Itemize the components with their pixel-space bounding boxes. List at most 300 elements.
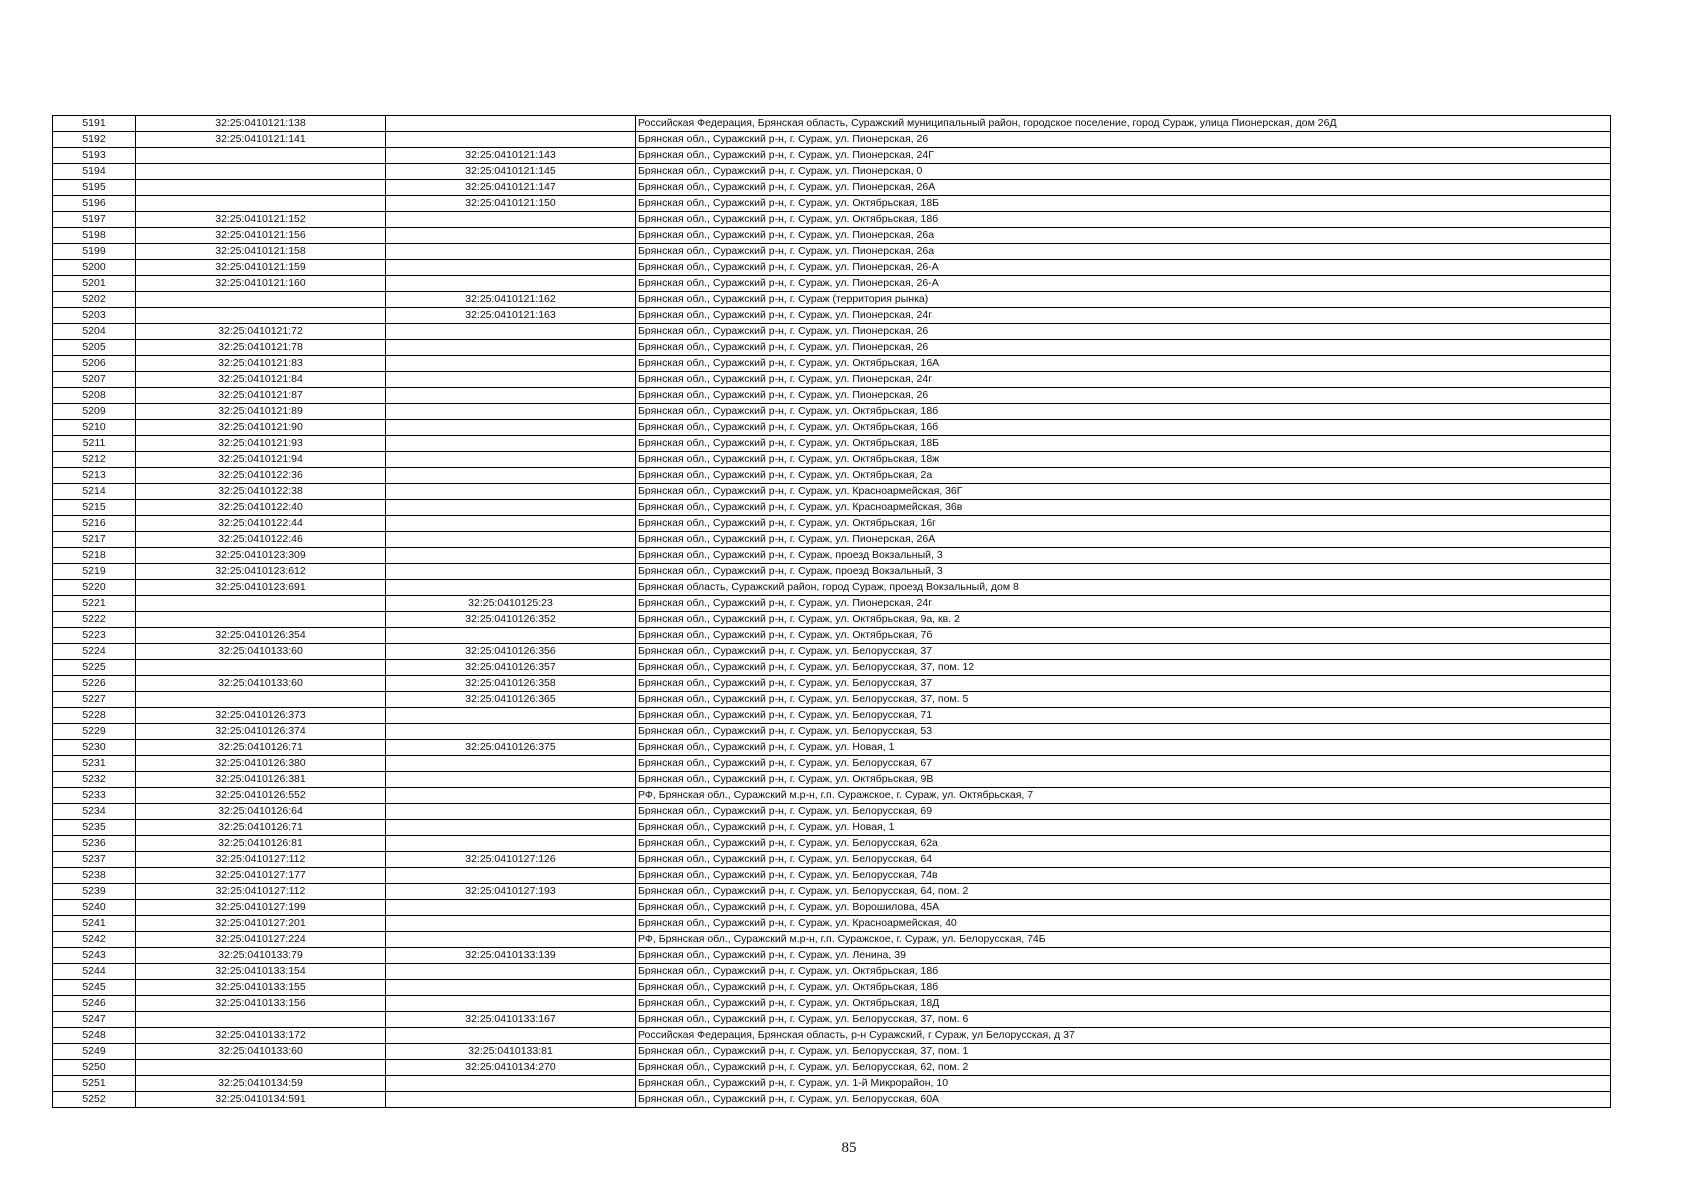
address-cell: Брянская обл., Суражский р-н, г. Сураж, проезд Вокзальный, 3 — [636, 564, 1611, 580]
related-cadastral-number-cell — [386, 228, 636, 244]
related-cadastral-number-cell — [386, 964, 636, 980]
row-number-cell: 5211 — [53, 436, 136, 452]
table-row — [53, 580, 1611, 596]
cadastral-number-cell — [136, 596, 386, 612]
table-row — [53, 916, 1611, 932]
table-row — [53, 964, 1611, 980]
cadastral-number-cell: 32:25:0410121:90 — [136, 420, 386, 436]
table-row — [53, 820, 1611, 836]
row-number-cell: 5196 — [53, 196, 136, 212]
address-cell: Брянская обл., Суражский р-н, г. Сураж, ул. Октябрьская, 9В — [636, 772, 1611, 788]
address-cell: Брянская обл., Суражский р-н, г. Сураж, ул. Октябрьская, 18ж — [636, 452, 1611, 468]
related-cadastral-number-cell — [386, 820, 636, 836]
address-cell: Брянская обл., Суражский р-н, г. Сураж, ул. Белорусская, 64, пом. 2 — [636, 884, 1611, 900]
table-row — [53, 468, 1611, 484]
row-number-cell: 5195 — [53, 180, 136, 196]
address-cell: Брянская обл., Суражский р-н, г. Сураж, ул. Октябрьская, 2а — [636, 468, 1611, 484]
related-cadastral-number-cell — [386, 468, 636, 484]
address-cell: Брянская обл., Суражский р-н, г. Сураж, ул. Белорусская, 60А — [636, 1092, 1611, 1108]
cadastral-number-cell: 32:25:0410121:156 — [136, 228, 386, 244]
table-row — [53, 484, 1611, 500]
row-number-cell: 5227 — [53, 692, 136, 708]
row-number-cell: 5216 — [53, 516, 136, 532]
row-number-cell: 5200 — [53, 260, 136, 276]
cadastral-number-cell — [136, 196, 386, 212]
related-cadastral-number-cell — [386, 756, 636, 772]
address-cell: Брянская обл., Суражский р-н, г. Сураж, ул. Пионерская, 26 — [636, 132, 1611, 148]
row-number-cell: 5214 — [53, 484, 136, 500]
row-number-cell: 5224 — [53, 644, 136, 660]
row-number-cell: 5250 — [53, 1060, 136, 1076]
address-cell: Брянская обл., Суражский р-н, г. Сураж, ул. Пионерская, 26-А — [636, 276, 1611, 292]
related-cadastral-number-cell — [386, 868, 636, 884]
cadastral-number-cell: 32:25:0410127:112 — [136, 852, 386, 868]
table-row — [53, 244, 1611, 260]
related-cadastral-number-cell — [386, 804, 636, 820]
related-cadastral-number-cell — [386, 932, 636, 948]
table-row — [53, 932, 1611, 948]
related-cadastral-number-cell — [386, 340, 636, 356]
table-row — [53, 596, 1611, 612]
cadastral-number-cell — [136, 148, 386, 164]
address-cell: Российская Федерация, Брянская область, р-н Суражский, г Сураж, ул Белорусская, д 37 — [636, 1028, 1611, 1044]
address-cell: Брянская обл., Суражский р-н, г. Сураж, ул. Белорусская, 67 — [636, 756, 1611, 772]
address-cell: Брянская обл., Суражский р-н, г. Сураж, ул. Белорусская, 37 — [636, 676, 1611, 692]
cadastral-number-cell: 32:25:0410126:71 — [136, 820, 386, 836]
related-cadastral-number-cell — [386, 404, 636, 420]
row-number-cell: 5212 — [53, 452, 136, 468]
cadastral-number-cell: 32:25:0410121:94 — [136, 452, 386, 468]
table-row — [53, 324, 1611, 340]
related-cadastral-number-cell — [386, 900, 636, 916]
cadastral-number-cell: 32:25:0410122:44 — [136, 516, 386, 532]
row-number-cell: 5233 — [53, 788, 136, 804]
row-number-cell: 5240 — [53, 900, 136, 916]
related-cadastral-number-cell — [386, 580, 636, 596]
row-number-cell: 5199 — [53, 244, 136, 260]
table-row — [53, 180, 1611, 196]
address-cell: Брянская обл., Суражский р-н, г. Сураж, ул. Октябрьская, 18б — [636, 980, 1611, 996]
cadastral-number-cell — [136, 1060, 386, 1076]
row-number-cell: 5236 — [53, 836, 136, 852]
related-cadastral-number-cell: 32:25:0410133:139 — [386, 948, 636, 964]
cadastral-number-cell — [136, 180, 386, 196]
address-cell: Брянская обл., Суражский р-н, г. Сураж, ул. Белорусская, 74в — [636, 868, 1611, 884]
related-cadastral-number-cell — [386, 772, 636, 788]
related-cadastral-number-cell — [386, 628, 636, 644]
table-row — [53, 1028, 1611, 1044]
table-row — [53, 388, 1611, 404]
related-cadastral-number-cell — [386, 916, 636, 932]
row-number-cell: 5210 — [53, 420, 136, 436]
table-row — [53, 1044, 1611, 1060]
row-number-cell: 5219 — [53, 564, 136, 580]
cadastral-number-cell: 32:25:0410121:72 — [136, 324, 386, 340]
related-cadastral-number-cell: 32:25:0410126:375 — [386, 740, 636, 756]
related-cadastral-number-cell — [386, 532, 636, 548]
table-row — [53, 660, 1611, 676]
table-row — [53, 500, 1611, 516]
row-number-cell: 5204 — [53, 324, 136, 340]
address-cell: Брянская обл., Суражский р-н, г. Сураж, ул. Пионерская, 26 — [636, 388, 1611, 404]
cadastral-number-cell: 32:25:0410126:64 — [136, 804, 386, 820]
address-cell: Брянская обл., Суражский р-н, г. Сураж, ул. Пионерская, 24г — [636, 596, 1611, 612]
address-cell: Брянская обл., Суражский р-н, г. Сураж, ул. Октябрьская, 18Д — [636, 996, 1611, 1012]
table-row — [53, 628, 1611, 644]
table-row — [53, 756, 1611, 772]
cadastral-number-cell: 32:25:0410121:160 — [136, 276, 386, 292]
table-row — [53, 452, 1611, 468]
related-cadastral-number-cell — [386, 980, 636, 996]
cadastral-number-cell: 32:25:0410126:71 — [136, 740, 386, 756]
table-row — [53, 772, 1611, 788]
cadastral-number-cell: 32:25:0410133:60 — [136, 1044, 386, 1060]
related-cadastral-number-cell: 32:25:0410121:145 — [386, 164, 636, 180]
related-cadastral-number-cell — [386, 836, 636, 852]
address-cell: Брянская обл., Суражский р-н, г. Сураж, ул. Октябрьская, 18б — [636, 404, 1611, 420]
register-body — [53, 116, 1611, 1108]
table-row — [53, 212, 1611, 228]
register-table — [52, 115, 1611, 1108]
address-cell: Брянская обл., Суражский р-н, г. Сураж, ул. Пионерская, 26А — [636, 180, 1611, 196]
row-number-cell: 5241 — [53, 916, 136, 932]
table-row — [53, 116, 1611, 132]
table-row — [53, 676, 1611, 692]
cadastral-number-cell: 32:25:0410127:201 — [136, 916, 386, 932]
cadastral-number-cell: 32:25:0410121:93 — [136, 436, 386, 452]
address-cell: Брянская обл., Суражский р-н, г. Сураж (территория рынка) — [636, 292, 1611, 308]
table-row — [53, 900, 1611, 916]
related-cadastral-number-cell — [386, 564, 636, 580]
cadastral-number-cell: 32:25:0410121:158 — [136, 244, 386, 260]
row-number-cell: 5221 — [53, 596, 136, 612]
related-cadastral-number-cell — [386, 436, 636, 452]
related-cadastral-number-cell: 32:25:0410127:193 — [386, 884, 636, 900]
related-cadastral-number-cell — [386, 260, 636, 276]
related-cadastral-number-cell — [386, 500, 636, 516]
related-cadastral-number-cell — [386, 212, 636, 228]
cadastral-number-cell: 32:25:0410123:612 — [136, 564, 386, 580]
address-cell: Брянская обл., Суражский р-н, г. Сураж, ул. Красноармейская, 36Г — [636, 484, 1611, 500]
cadastral-number-cell: 32:25:0410126:552 — [136, 788, 386, 804]
row-number-cell: 5217 — [53, 532, 136, 548]
cadastral-number-cell — [136, 292, 386, 308]
table-row — [53, 804, 1611, 820]
row-number-cell: 5222 — [53, 612, 136, 628]
cadastral-number-cell: 32:25:0410133:155 — [136, 980, 386, 996]
address-cell: Брянская обл., Суражский р-н, г. Сураж, ул. Октябрьская, 16г — [636, 516, 1611, 532]
row-number-cell: 5215 — [53, 500, 136, 516]
related-cadastral-number-cell — [386, 996, 636, 1012]
row-number-cell: 5231 — [53, 756, 136, 772]
table-row — [53, 1012, 1611, 1028]
row-number-cell: 5213 — [53, 468, 136, 484]
row-number-cell: 5244 — [53, 964, 136, 980]
row-number-cell: 5232 — [53, 772, 136, 788]
related-cadastral-number-cell — [386, 388, 636, 404]
table-row — [53, 292, 1611, 308]
table-row — [53, 516, 1611, 532]
cadastral-number-cell: 32:25:0410127:199 — [136, 900, 386, 916]
row-number-cell: 5247 — [53, 1012, 136, 1028]
row-number-cell: 5194 — [53, 164, 136, 180]
address-cell: Брянская обл., Суражский р-н, г. Сураж, ул. Белорусская, 37, пом. 6 — [636, 1012, 1611, 1028]
cadastral-number-cell — [136, 660, 386, 676]
table-row — [53, 340, 1611, 356]
cadastral-number-cell: 32:25:0410134:591 — [136, 1092, 386, 1108]
cadastral-number-cell: 32:25:0410122:38 — [136, 484, 386, 500]
row-number-cell: 5251 — [53, 1076, 136, 1092]
table-row — [53, 132, 1611, 148]
address-cell: Брянская обл., Суражский р-н, г. Сураж, ул. Новая, 1 — [636, 820, 1611, 836]
related-cadastral-number-cell: 32:25:0410126:352 — [386, 612, 636, 628]
row-number-cell: 5239 — [53, 884, 136, 900]
related-cadastral-number-cell — [386, 244, 636, 260]
cadastral-number-cell: 32:25:0410121:152 — [136, 212, 386, 228]
related-cadastral-number-cell: 32:25:0410121:147 — [386, 180, 636, 196]
table-row — [53, 196, 1611, 212]
address-cell: Брянская обл., Суражский р-н, г. Сураж, ул. Пионерская, 24г — [636, 308, 1611, 324]
address-cell: Брянская обл., Суражский р-н, г. Сураж, ул. Октябрьская, 18б — [636, 964, 1611, 980]
cadastral-number-cell: 32:25:0410121:78 — [136, 340, 386, 356]
cadastral-number-cell: 32:25:0410121:84 — [136, 372, 386, 388]
address-cell: Брянская обл., Суражский р-н, г. Сураж, ул. Октябрьская, 16б — [636, 420, 1611, 436]
cadastral-number-cell: 32:25:0410126:373 — [136, 708, 386, 724]
cadastral-number-cell: 32:25:0410126:374 — [136, 724, 386, 740]
table-row — [53, 164, 1611, 180]
cadastral-number-cell — [136, 612, 386, 628]
row-number-cell: 5208 — [53, 388, 136, 404]
row-number-cell: 5205 — [53, 340, 136, 356]
row-number-cell: 5192 — [53, 132, 136, 148]
row-number-cell: 5198 — [53, 228, 136, 244]
cadastral-number-cell: 32:25:0410122:46 — [136, 532, 386, 548]
address-cell: Брянская обл., Суражский р-н, г. Сураж, ул. Пионерская, 26 — [636, 340, 1611, 356]
address-cell: Брянская обл., Суражский р-н, г. Сураж, ул. Белорусская, 69 — [636, 804, 1611, 820]
row-number-cell: 5243 — [53, 948, 136, 964]
row-number-cell: 5206 — [53, 356, 136, 372]
address-cell: Брянская обл., Суражский р-н, г. Сураж, ул. Октябрьская, 16А — [636, 356, 1611, 372]
cadastral-number-cell: 32:25:0410123:691 — [136, 580, 386, 596]
row-number-cell: 5223 — [53, 628, 136, 644]
address-cell: Брянская обл., Суражский р-н, г. Сураж, ул. Пионерская, 26-А — [636, 260, 1611, 276]
row-number-cell: 5246 — [53, 996, 136, 1012]
table-row — [53, 788, 1611, 804]
related-cadastral-number-cell: 32:25:0410127:126 — [386, 852, 636, 868]
cadastral-number-cell: 32:25:0410126:81 — [136, 836, 386, 852]
address-cell: Брянская обл., Суражский р-н, г. Сураж, проезд Вокзальный, 3 — [636, 548, 1611, 564]
address-cell: Брянская обл., Суражский р-н, г. Сураж, ул. Белорусская, 62а — [636, 836, 1611, 852]
row-number-cell: 5218 — [53, 548, 136, 564]
cadastral-number-cell: 32:25:0410127:112 — [136, 884, 386, 900]
row-number-cell: 5226 — [53, 676, 136, 692]
address-cell: РФ, Брянская обл., Суражский м.р-н, г.п. Суражское, г. Сураж, ул. Белорусская, 74Б — [636, 932, 1611, 948]
row-number-cell: 5234 — [53, 804, 136, 820]
row-number-cell: 5252 — [53, 1092, 136, 1108]
row-number-cell: 5191 — [53, 116, 136, 132]
related-cadastral-number-cell: 32:25:0410133:81 — [386, 1044, 636, 1060]
table-row — [53, 884, 1611, 900]
address-cell: Брянская обл., Суражский р-н, г. Сураж, ул. Октябрьская, 7б — [636, 628, 1611, 644]
cadastral-number-cell: 32:25:0410126:381 — [136, 772, 386, 788]
related-cadastral-number-cell — [386, 788, 636, 804]
address-cell: Брянская обл., Суражский р-н, г. Сураж, ул. 1-й Микрорайон, 10 — [636, 1076, 1611, 1092]
related-cadastral-number-cell — [386, 708, 636, 724]
cadastral-number-cell: 32:25:0410121:138 — [136, 116, 386, 132]
page-number: 85 — [841, 1140, 857, 1156]
row-number-cell: 5237 — [53, 852, 136, 868]
row-number-cell: 5238 — [53, 868, 136, 884]
table-row — [53, 548, 1611, 564]
table-row — [53, 868, 1611, 884]
cadastral-number-cell: 32:25:0410121:87 — [136, 388, 386, 404]
cadastral-number-cell — [136, 1012, 386, 1028]
cadastral-number-cell: 32:25:0410133:154 — [136, 964, 386, 980]
table-row — [53, 708, 1611, 724]
related-cadastral-number-cell — [386, 516, 636, 532]
row-number-cell: 5235 — [53, 820, 136, 836]
related-cadastral-number-cell: 32:25:0410125:23 — [386, 596, 636, 612]
table-row — [53, 532, 1611, 548]
row-number-cell: 5249 — [53, 1044, 136, 1060]
address-cell: Брянская обл., Суражский р-н, г. Сураж, ул. Пионерская, 24Г — [636, 148, 1611, 164]
cadastral-number-cell: 32:25:0410133:60 — [136, 676, 386, 692]
row-number-cell: 5209 — [53, 404, 136, 420]
related-cadastral-number-cell — [386, 116, 636, 132]
table-row — [53, 420, 1611, 436]
cadastral-number-cell: 32:25:0410121:141 — [136, 132, 386, 148]
cadastral-number-cell: 32:25:0410126:380 — [136, 756, 386, 772]
cadastral-number-cell: 32:25:0410133:172 — [136, 1028, 386, 1044]
related-cadastral-number-cell: 32:25:0410126:356 — [386, 644, 636, 660]
cadastral-number-cell: 32:25:0410127:224 — [136, 932, 386, 948]
cadastral-number-cell: 32:25:0410121:159 — [136, 260, 386, 276]
address-cell: Брянская обл., Суражский р-н, г. Сураж, ул. Октябрьская, 18Б — [636, 196, 1611, 212]
address-cell: Брянская обл., Суражский р-н, г. Сураж, ул. Белорусская, 37 — [636, 644, 1611, 660]
table-row — [53, 996, 1611, 1012]
table-row — [53, 276, 1611, 292]
cadastral-number-cell: 32:25:0410121:89 — [136, 404, 386, 420]
related-cadastral-number-cell — [386, 724, 636, 740]
address-cell: РФ, Брянская обл., Суражский м.р-н, г.п. Суражское, г. Сураж, ул. Октябрьская, 7 — [636, 788, 1611, 804]
cadastral-number-cell: 32:25:0410123:309 — [136, 548, 386, 564]
row-number-cell: 5230 — [53, 740, 136, 756]
related-cadastral-number-cell — [386, 420, 636, 436]
related-cadastral-number-cell — [386, 452, 636, 468]
row-number-cell: 5229 — [53, 724, 136, 740]
related-cadastral-number-cell — [386, 1092, 636, 1108]
row-number-cell: 5242 — [53, 932, 136, 948]
address-cell: Брянская обл., Суражский р-н, г. Сураж, ул. Белорусская, 64 — [636, 852, 1611, 868]
row-number-cell: 5248 — [53, 1028, 136, 1044]
cadastral-number-cell: 32:25:0410133:60 — [136, 644, 386, 660]
address-cell: Брянская обл., Суражский р-н, г. Сураж, ул. Белорусская, 37, пом. 12 — [636, 660, 1611, 676]
row-number-cell: 5197 — [53, 212, 136, 228]
related-cadastral-number-cell: 32:25:0410121:143 — [386, 148, 636, 164]
address-cell: Брянская обл., Суражский р-н, г. Сураж, ул. Октябрьская, 9а, кв. 2 — [636, 612, 1611, 628]
row-number-cell: 5245 — [53, 980, 136, 996]
row-number-cell: 5202 — [53, 292, 136, 308]
related-cadastral-number-cell: 32:25:0410121:150 — [386, 196, 636, 212]
table-row — [53, 948, 1611, 964]
table-row — [53, 372, 1611, 388]
table-row — [53, 564, 1611, 580]
related-cadastral-number-cell — [386, 372, 636, 388]
related-cadastral-number-cell: 32:25:0410126:358 — [386, 676, 636, 692]
table-row — [53, 228, 1611, 244]
related-cadastral-number-cell — [386, 132, 636, 148]
address-cell: Брянская обл., Суражский р-н, г. Сураж, ул. Белорусская, 71 — [636, 708, 1611, 724]
related-cadastral-number-cell — [386, 484, 636, 500]
cadastral-number-cell — [136, 164, 386, 180]
cadastral-number-cell: 32:25:0410133:79 — [136, 948, 386, 964]
address-cell: Брянская обл., Суражский р-н, г. Сураж, ул. Красноармейская, 36в — [636, 500, 1611, 516]
address-cell: Брянская обл., Суражский р-н, г. Сураж, ул. Красноармейская, 40 — [636, 916, 1611, 932]
table-row — [53, 852, 1611, 868]
related-cadastral-number-cell — [386, 1076, 636, 1092]
address-cell: Брянская обл., Суражский р-н, г. Сураж, ул. Пионерская, 26а — [636, 228, 1611, 244]
address-cell: Брянская область, Суражский район, город Сураж, проезд Вокзальный, дом 8 — [636, 580, 1611, 596]
address-cell: Брянская обл., Суражский р-н, г. Сураж, ул. Октябрьская, 18б — [636, 212, 1611, 228]
address-cell: Брянская обл., Суражский р-н, г. Сураж, ул. Пионерская, 26а — [636, 244, 1611, 260]
related-cadastral-number-cell — [386, 548, 636, 564]
related-cadastral-number-cell: 32:25:0410134:270 — [386, 1060, 636, 1076]
table-row — [53, 148, 1611, 164]
row-number-cell: 5207 — [53, 372, 136, 388]
table-row — [53, 308, 1611, 324]
table-row — [53, 1076, 1611, 1092]
table-row — [53, 1060, 1611, 1076]
cadastral-number-cell — [136, 308, 386, 324]
table-row — [53, 836, 1611, 852]
row-number-cell: 5193 — [53, 148, 136, 164]
row-number-cell: 5225 — [53, 660, 136, 676]
address-cell: Российская Федерация, Брянская область, Суражский муниципальный район, городское поселение, город Сураж, улица Пионерская, дом 26Д — [636, 116, 1611, 132]
table-row — [53, 260, 1611, 276]
table-row — [53, 980, 1611, 996]
table-row — [53, 612, 1611, 628]
address-cell: Брянская обл., Суражский р-н, г. Сураж, ул. Ворошилова, 45А — [636, 900, 1611, 916]
cadastral-number-cell: 32:25:0410126:354 — [136, 628, 386, 644]
cadastral-number-cell: 32:25:0410133:156 — [136, 996, 386, 1012]
row-number-cell: 5228 — [53, 708, 136, 724]
table-row — [53, 436, 1611, 452]
table-row — [53, 1092, 1611, 1108]
cadastral-number-cell: 32:25:0410134:59 — [136, 1076, 386, 1092]
related-cadastral-number-cell: 32:25:0410126:365 — [386, 692, 636, 708]
address-cell: Брянская обл., Суражский р-н, г. Сураж, ул. Пионерская, 26 — [636, 324, 1611, 340]
row-number-cell: 5220 — [53, 580, 136, 596]
table-row — [53, 356, 1611, 372]
address-cell: Брянская обл., Суражский р-н, г. Сураж, ул. Белорусская, 37, пом. 1 — [636, 1044, 1611, 1060]
address-cell: Брянская обл., Суражский р-н, г. Сураж, ул. Пионерская, 24г — [636, 372, 1611, 388]
table-row — [53, 404, 1611, 420]
address-cell: Брянская обл., Суражский р-н, г. Сураж, ул. Белорусская, 53 — [636, 724, 1611, 740]
related-cadastral-number-cell: 32:25:0410133:167 — [386, 1012, 636, 1028]
address-cell: Брянская обл., Суражский р-н, г. Сураж, ул. Новая, 1 — [636, 740, 1611, 756]
related-cadastral-number-cell: 32:25:0410121:163 — [386, 308, 636, 324]
row-number-cell: 5201 — [53, 276, 136, 292]
address-cell: Брянская обл., Суражский р-н, г. Сураж, ул. Пионерская, 0 — [636, 164, 1611, 180]
cadastral-number-cell: 32:25:0410122:40 — [136, 500, 386, 516]
table-row — [53, 740, 1611, 756]
row-number-cell: 5203 — [53, 308, 136, 324]
related-cadastral-number-cell: 32:25:0410121:162 — [386, 292, 636, 308]
address-cell: Брянская обл., Суражский р-н, г. Сураж, ул. Ленина, 39 — [636, 948, 1611, 964]
related-cadastral-number-cell: 32:25:0410126:357 — [386, 660, 636, 676]
address-cell: Брянская обл., Суражский р-н, г. Сураж, ул. Октябрьская, 18Б — [636, 436, 1611, 452]
related-cadastral-number-cell — [386, 276, 636, 292]
